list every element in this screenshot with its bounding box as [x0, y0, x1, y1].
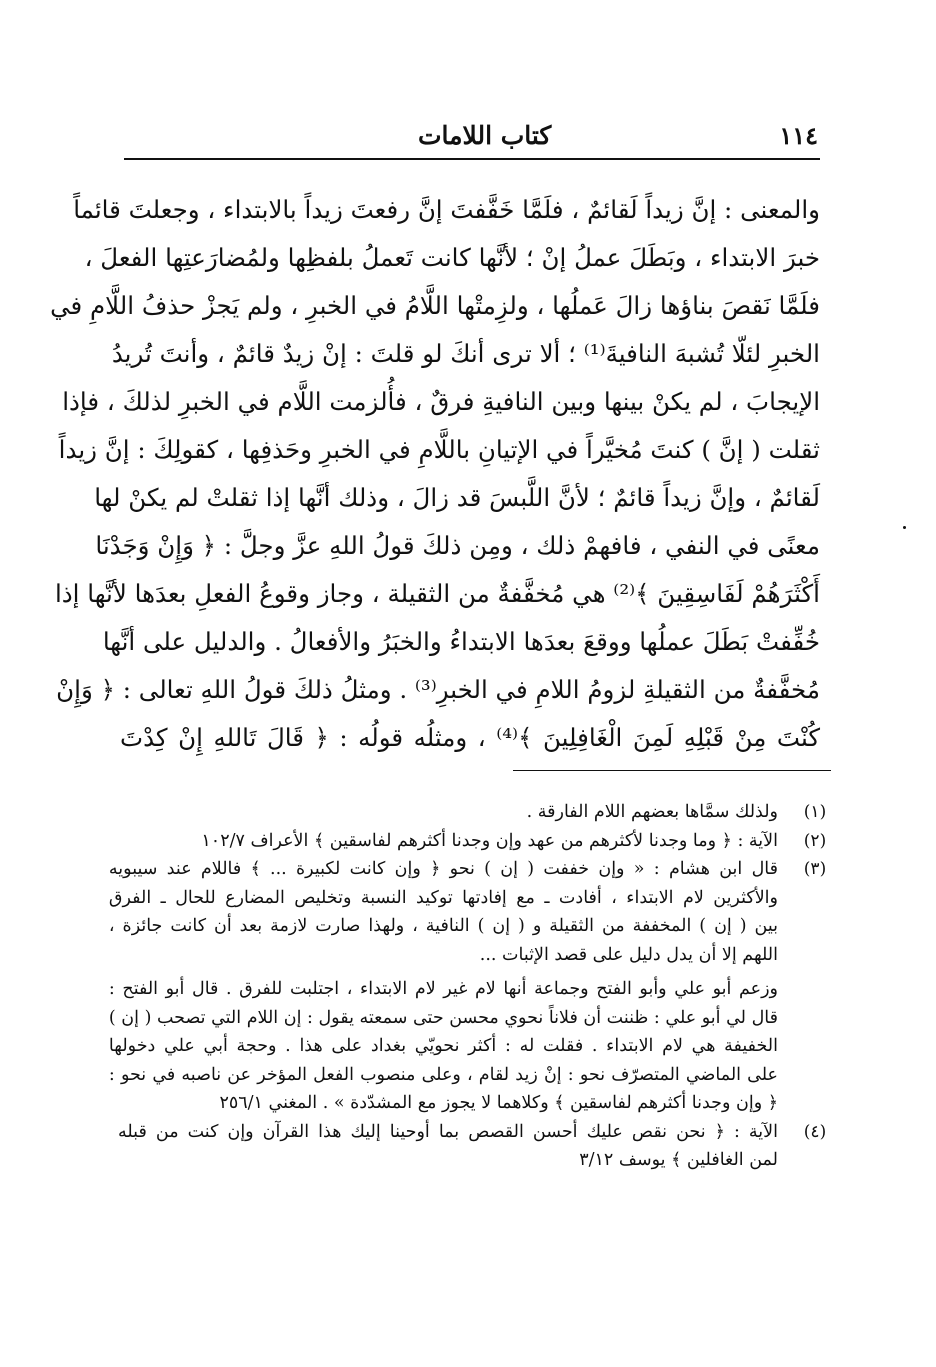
- body-line: والمعنى : إنَّ زيداً لَقائمٌ ، فلَمَّا خَفَّفتَ إنَّ رفعتَ زيداً بالابتداء ، وجعلتَ قائماً: [73, 195, 820, 224]
- body-text: [50, 186, 820, 762]
- book-title: كتاب اللامات: [418, 120, 552, 150]
- footnote-number: (٢): [803, 830, 827, 851]
- footnote-paragraph: [118, 1118, 778, 1175]
- footnotes: [108, 798, 840, 1175]
- footnote-line: قال لي أبو علي : ظننت أن فلاناً نحوي محسن حتى سمعته يقول : إن اللام التي تصحب ( إن ): [108, 1007, 778, 1028]
- footnote-number: (٣): [803, 859, 827, 879]
- footnote-line: الآية : ﴿ نحن نقص عليك أحسن القصص بما أوحينا إليك هذا القرآن وإن كنت من قبله: [118, 1121, 778, 1142]
- footnote-number: (٤): [803, 1121, 827, 1142]
- page-number: ١١٤: [779, 120, 818, 150]
- footnote-line: والأكثرين لام الابتداء ، أفادت ـ مع إفادتها توكيد النسبة وتخليص المضارع للحال ـ الفرق: [108, 887, 778, 908]
- footnote-paragraph: [118, 827, 778, 856]
- footnote-line: وزعم أبو علي وأبو الفتح وجماعة أنها لام غير لام الابتداء ، اجتلبت للفرق . قال أبو الفتح :: [108, 979, 778, 999]
- body-line: معنًى في النفي ، فافهمْ ذلك ، ومِن ذلكَ قولُ اللهِ عزَّ وجلَّ : ﴿ وَإِنْ وَجَدْنَا: [95, 531, 820, 560]
- footnote-line: اللهم إلا أن يدل دليل على قصد الإثبات ...: [479, 944, 778, 965]
- footnote: [118, 827, 840, 856]
- body-line: الإيجابَ ، لم يكنْ بينها وبين النافيةِ فرقٌ ، فأُلزمت اللَّام في الخبرِ لذلكَ ، فإذا: [62, 387, 820, 416]
- footnote-text: [118, 798, 790, 827]
- body-line: كُنْتَ مِنْ قَبْلِهِ لَمِنَ الْغَافِلِينَ ﴾⁽⁴⁾ ، ومثلُه قولُه : ﴿ قَالَ تَاللهِ إِنْ كِدْتَ: [120, 723, 820, 752]
- footnote-separator: [513, 770, 831, 771]
- footnote: [118, 798, 840, 827]
- footnote-line: ولذلك سمَّاها بعضهم اللام الفارقة .: [526, 802, 778, 822]
- footnote: [108, 855, 840, 1118]
- page-header: [128, 118, 818, 152]
- footnote-line: قال ابن هشام : « وإن خففت ( إن ) نحو ﴿ وإن كانت لكبيرة ... ﴾ فاللام عند سيبويه: [108, 859, 778, 879]
- footnote-text: [109, 855, 790, 1118]
- footnote-line: لمن الغافلين ﴾ يوسف ٣/١٢: [579, 1150, 778, 1170]
- body-line: ثقلت ( إنَّ ) كنتَ مُخيَّراً في الإتيانِ باللَّامِ في الخبرِ وحَذفِها ، كقولِكَ : إنَّ زيداً: [58, 435, 820, 464]
- body-line: خبرَ الابتداء ، وبَطَلَ عملُ إنْ ؛ لأنَّها كانت تَعملُ بلفظِها ولمُضارَعتِها الفعلَ ،: [84, 243, 820, 272]
- footnote-paragraph: [109, 855, 778, 969]
- footnote-paragraph: [109, 975, 778, 1118]
- body-line: أَكْثَرَهُمْ لَفَاسِقِينَ ﴾⁽²⁾ هي مُخفَّفةٌ من الثقيلة ، وجاز وقوعُ الفعلِ بعدَها لأنَّها إذا: [54, 579, 820, 608]
- footnote-text: [118, 1118, 790, 1175]
- footnote-line: الخفيفة هي لام الابتداء . فقلت له : أكثر نحويّي بغداد على هذا . وحجة أبي علي دخولها: [108, 1036, 778, 1056]
- footnote-text: [118, 827, 790, 856]
- body-line: الخبرِ لئلّا تُشبهَ النافيةَ⁽¹⁾ ؛ ألا ترى أنكَ لو قلتَ : إنْ زيدٌ قائمٌ ، وأنتَ تُريدُ: [111, 339, 820, 368]
- body-line: لَقائمٌ ، وإنَّ زيداً قائمٌ ؛ لأنَّ اللَّبسَ قد زالَ ، وذلك أنَّها إذا ثقلتْ لم يكنْ لها: [94, 483, 820, 512]
- body-line: فلَمَّا نَقصَ بناؤها زالَ عَملُها ، ولزِمتْها اللَّامُ في الخبرِ ، ولم يَجزْ حذفُ اللَّامِ في: [50, 291, 820, 320]
- footnote-paragraph: [118, 798, 778, 827]
- footnote-line: ﴿ وإن وجدنا أكثرهم لفاسقين ﴾ وكلاهما لا يجوز مع المشدّدة » . المغني ٢٥٦/١: [219, 1093, 778, 1113]
- body-line: خُفِّفتْ بَطَلَ عملُها ووقعَ بعدَها الابتداءُ والخبَرُ والأفعالُ . والدليل على أنَّها: [102, 627, 820, 656]
- footnote-line: بين ( إن ) المخففة من الثقيلة و ( إن ) النافية ، ولهذا صارت لازمة بعد أن كانت جائزة ،: [108, 916, 778, 936]
- footnote-line: على الماضي المتصرّف نحو : إنْ زيد لقام ، وعلى منصوب الفعل المؤخر عن ناصبه في نحو :: [108, 1064, 778, 1085]
- margin-mark: [903, 526, 906, 529]
- footnote-number: (١): [803, 802, 827, 822]
- header-rule: [124, 158, 820, 160]
- body-line: مُخفَّفةٌ من الثقيلةِ لزومُ اللامِ في الخبرِ⁽³⁾ . ومثلُ ذلكَ قولُ اللهِ تعالى : ﴿ وَإِنْ: [56, 675, 820, 704]
- footnote-line: الآية : ﴿ وما وجدنا لأكثرهم من عهد وإن وجدنا أكثرهم لفاسقين ﴾ الأعراف ١٠٢/٧: [201, 830, 778, 851]
- footnote: [118, 1118, 840, 1175]
